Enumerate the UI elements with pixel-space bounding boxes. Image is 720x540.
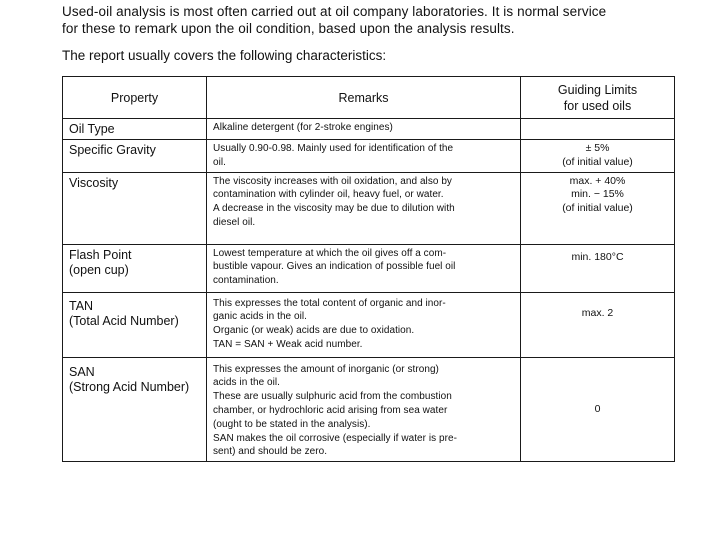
limits-cell — [521, 140, 675, 173]
property-cell — [63, 292, 207, 357]
property-name: Specific Gravity — [69, 143, 156, 157]
remark-line: diesel oil. — [213, 216, 256, 228]
oil-analysis-table — [62, 76, 675, 462]
table-row-tan — [63, 292, 675, 357]
remark-line: acids in the oil. — [213, 377, 280, 389]
header-limits-line-1: Guiding Limits — [557, 82, 638, 97]
remarks-cell — [207, 244, 521, 292]
remark-line: Alkaline detergent (for 2-stroke engines) — [213, 122, 393, 133]
remarks-cell — [207, 172, 521, 244]
remark-line: These are usually sulphuric acid from the combustion — [213, 391, 452, 403]
remark-line: ganic acids in the oil. — [213, 311, 307, 323]
property-cell — [63, 119, 207, 140]
intro-line-2: for these to remark upon the oil condition, based upon the analysis results. — [62, 21, 515, 36]
header-limits-line-2: for used oils — [563, 98, 632, 113]
remark-line: Usually 0.90-0.98. Mainly used for identification of the — [213, 143, 454, 154]
remark-line: chamber, or hydrochloric acid arising from sea water — [213, 404, 448, 416]
limits-cell — [521, 292, 675, 357]
property-subname: (Total Acid Number) — [69, 313, 179, 328]
limit-line: min. − 15% — [571, 188, 624, 201]
remarks-cell — [207, 292, 521, 357]
property-name: Oil Type — [69, 122, 115, 136]
property-name: Flash Point — [69, 247, 132, 262]
remark-line: The viscosity increases with oil oxidation, and also by — [213, 175, 452, 187]
property-name: Viscosity — [69, 175, 119, 190]
table-row-oil-type — [63, 119, 675, 140]
header-property: Property — [63, 77, 207, 119]
remark-line: This expresses the amount of inorganic (or strong) — [213, 363, 439, 375]
table-row-flash-point — [63, 244, 675, 292]
limits-cell — [521, 244, 675, 292]
table-row-viscosity — [63, 172, 675, 244]
limit-line: 0 — [594, 403, 601, 416]
intro-line-1: Used-oil analysis is most often carried out at oil company laboratories. It is normal service — [62, 4, 607, 19]
remark-line: sent) and should be zero. — [213, 446, 328, 458]
remarks-cell — [207, 140, 521, 173]
property-cell — [63, 244, 207, 292]
remark-line: oil. — [213, 156, 226, 168]
limits-cell — [521, 357, 675, 462]
remark-line: contamination with cylinder oil, heavy fuel, or water. — [213, 189, 444, 201]
limits-cell — [521, 119, 675, 140]
remark-line: This expresses the total content of organic and inor- — [213, 297, 446, 309]
property-name: TAN — [69, 298, 94, 313]
limit-line: min. 180°C — [571, 250, 624, 263]
property-cell — [63, 357, 207, 462]
table-row-san — [63, 357, 675, 462]
property-subname: (Strong Acid Number) — [69, 379, 190, 394]
remark-line: A decrease in the viscosity may be due to dilution with — [213, 203, 455, 215]
remark-line: SAN makes the oil corrosive (especially if water is pre- — [213, 432, 457, 444]
property-name: SAN — [69, 364, 95, 379]
property-cell — [63, 172, 207, 244]
remark-line: (ought to be stated in the analysis). — [213, 418, 371, 430]
table-row-specific-gravity — [63, 140, 675, 173]
remark-line: contamination. — [213, 275, 279, 287]
header-limits — [521, 77, 675, 119]
table-header-row — [63, 77, 675, 119]
remark-line: bustible vapour. Gives an indication of possible fuel oil — [213, 261, 456, 273]
covers-heading: The report usually covers the following characteristics: — [62, 48, 387, 63]
limit-line: (of initial value) — [562, 202, 633, 215]
property-cell — [63, 140, 207, 173]
limit-line: max. 2 — [581, 306, 614, 319]
limit-line: (of initial value) — [562, 155, 633, 168]
remarks-cell — [207, 357, 521, 462]
remarks-cell — [207, 119, 521, 140]
limits-cell — [521, 172, 675, 244]
header-remarks: Remarks — [207, 77, 521, 119]
intro-paragraph — [62, 3, 702, 37]
remark-line: Lowest temperature at which the oil gives off a com- — [213, 247, 447, 259]
limit-line: ± 5% — [585, 142, 610, 154]
limit-line: max. + 40% — [569, 174, 626, 187]
remark-line: TAN = SAN + Weak acid number. — [213, 338, 363, 350]
property-subname: (open cup) — [69, 262, 129, 277]
remark-line: Organic (or weak) acids are due to oxidation. — [213, 325, 415, 337]
